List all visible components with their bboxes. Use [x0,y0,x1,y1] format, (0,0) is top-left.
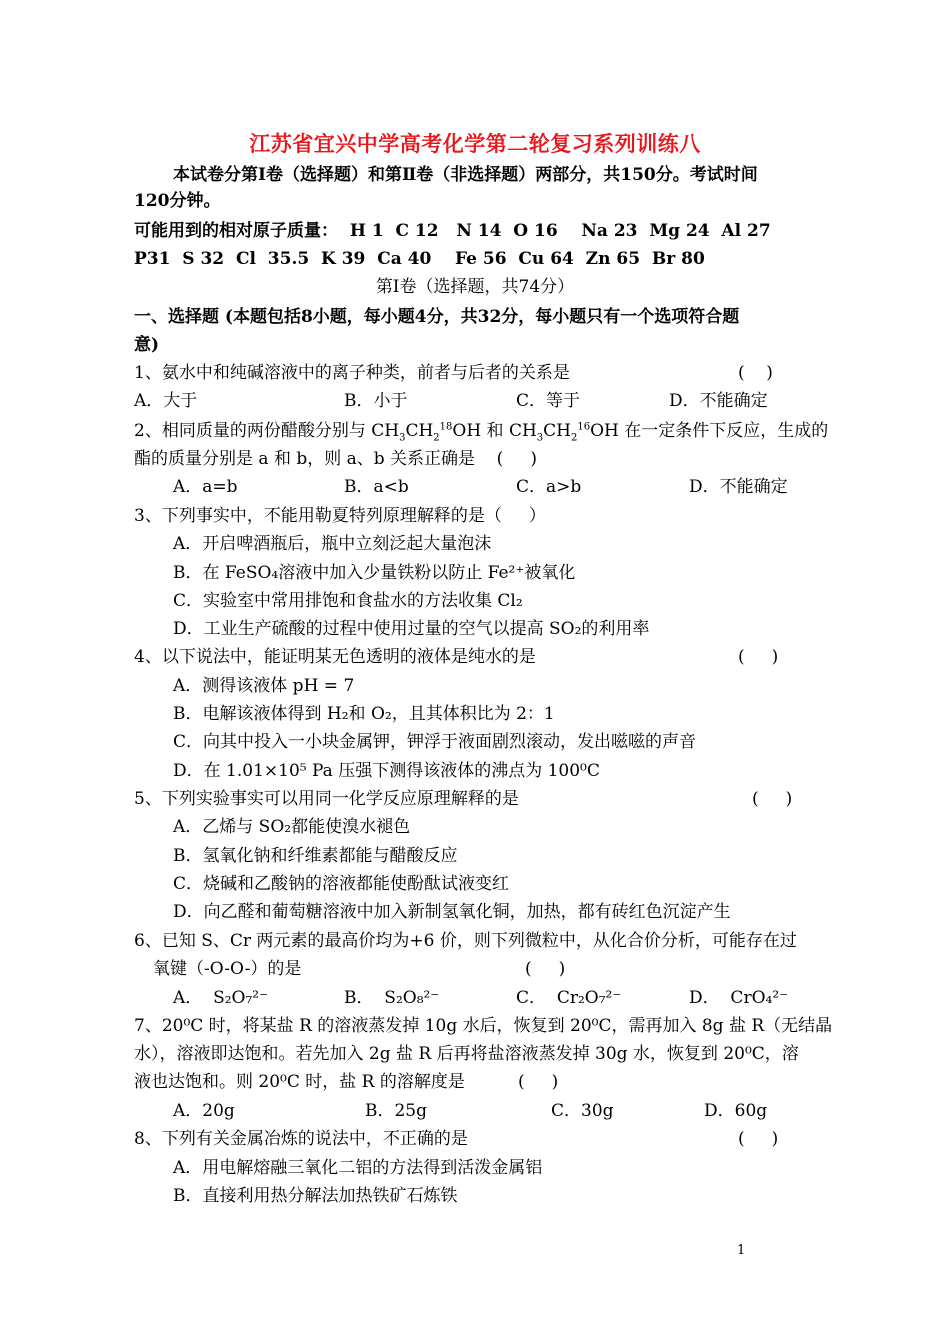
question-6-option-b: B． S₂O₈²⁻ [344,988,440,1008]
section1-heading-line-2: 意) [134,335,160,355]
question-2-option-c: C．a>b [516,477,582,497]
question-4-stem: 4、以下说法中，能证明某无色透明的液体是纯水的是 [134,647,536,667]
question-8-option-b: B．直接利用热分解法加热铁矿石炼铁 [173,1186,458,1206]
question-6-stem-line-1: 6、已知 S、Cr 两元素的最高价均为+6 价，则下列微粒中，从化合价分析，可能存在过 [134,931,797,951]
question-3-option-d: D．工业生产硫酸的过程中使用过量的空气以提高 SO₂的利用率 [173,619,650,639]
question-8-option-a: A．用电解熔融三氧化二铝的方法得到活泼金属铝 [173,1158,543,1178]
question-7-option-c: C．30g [551,1101,614,1121]
question-1-option-b: B．小于 [344,391,408,411]
intro-line-1: 本试卷分第Ⅰ卷（选择题）和第Ⅱ卷（非选择题）两部分，共150分。考试时间 [173,165,758,185]
question-4-option-d: D．在 1.01×10⁵ Pa 压强下测得该液体的沸点为 100⁰C [173,761,600,781]
question-6-stem-line-2: 氧键（-O-O-）的是 [153,959,302,979]
part1-header: 第Ⅰ卷（选择题，共74分） [375,277,575,297]
question-2-option-d: D．不能确定 [689,477,788,497]
question-4-option-b: B．电解该液体得到 H₂和 O₂，且其体积比为 2：1 [173,704,555,724]
question-4-option-a: A．测得该液体 pH = 7 [173,676,355,696]
question-5-option-c: C．烧碱和乙酸钠的溶液都能使酚酞试液变红 [173,874,510,894]
question-3-option-c: C．实验室中常用排饱和食盐水的方法收集 Cl₂ [173,591,523,611]
question-6-option-c: C． Cr₂O₇²⁻ [516,988,622,1008]
question-3-option-b: B．在 FeSO₄溶液中加入少量铁粉以防止 Fe²⁺被氧化 [173,563,576,583]
question-5-answer-bracket: ( ) [752,789,793,809]
question-1-option-d: D．不能确定 [669,391,768,411]
question-7-option-d: D．60g [704,1101,768,1121]
question-7-stem-line-2: 水），溶液即达饱和。若先加入 2g 盐 R 后再将盐溶液蒸发掉 30g 水，恢复到 20⁰C，溶 [134,1044,799,1064]
section1-heading-line-1: 一、选择题 (本题包括8小题，每小题4分，共32分，每小题只有一个选项符合题 [134,307,740,327]
question-6-answer-bracket: ( ) [525,959,566,979]
question-7-option-b: B．25g [365,1101,428,1121]
question-1-answer-bracket: ( ) [738,363,773,383]
question-1-option-a: A．大于 [134,391,198,411]
document-title: 江苏省宜兴中学高考化学第二轮复习系列训练八 [249,131,701,156]
atomic-masses-line-1: 可能用到的相对原子质量： H 1 C 12 N 14 O 16 Na 23 Mg 24 Al 27 [134,221,771,241]
question-5-option-d: D．向乙醛和葡萄糖溶液中加入新制氢氧化铜，加热，都有砖红色沉淀产生 [173,902,731,922]
question-5-stem: 5、下列实验事实可以用同一化学反应原理解释的是 [134,789,519,809]
question-6-option-d: D． CrO₄²⁻ [689,988,789,1008]
question-3-stem: 3、下列事实中，不能用勒夏特列原理解释的是（ ） [134,506,546,526]
question-2-option-a: A．a=b [173,477,238,497]
question-2-stem: 2、相同质量的两份醋酸分别与 $CH_3CH_2^{18}OH$ 和 $CH_3CH_2^{16}OH$ 在一定条件下反应，生成的 [134,421,829,444]
question-7-option-a: A．20g [173,1101,235,1121]
question-1-stem: 1、氨水中和纯碱溶液中的离子种类，前者与后者的关系是 [134,363,570,383]
question-4-answer-bracket: ( ) [738,647,779,667]
question-2-option-b: B．a<b [344,477,409,497]
question-3-option-a: A．开启啤酒瓶后，瓶中立刻泛起大量泡沫 [173,534,492,554]
question-1-option-c: C．等于 [516,391,581,411]
question-4-option-c: C．向其中投入一小块金属钾，钾浮于液面剧烈滚动，发出嗞嗞的声音 [173,732,697,752]
question-7-stem-line-1: 7、20⁰C 时，将某盐 R 的溶液蒸发掉 10g 水后，恢复到 20⁰C，需再加入 8g 盐 R（无结晶 [134,1016,833,1036]
question-2-stem-line-2: 酯的质量分别是 a 和 b，则 a、b 关系正确是 ( ) [134,449,537,469]
question-5-option-b: B．氢氧化钠和纤维素都能与醋酸反应 [173,846,458,866]
atomic-masses-line-2: P31 S 32 Cl 35.5 K 39 Ca 40 Fe 56 Cu 64 Zn 65 Br 80 [134,249,705,269]
question-7-stem-line-3: 液也达饱和。则 20⁰C 时，盐 R 的溶解度是 [134,1072,465,1092]
question-8-answer-bracket: ( ) [738,1129,779,1149]
question-7-answer-bracket: ( ) [518,1072,559,1092]
question-6-option-a: A． S₂O₇²⁻ [173,988,269,1008]
question-5-option-a: A．乙烯与 SO₂都能使溴水褪色 [173,817,411,837]
intro-line-2: 120分钟。 [134,191,221,211]
question-8-stem: 8、下列有关金属冶炼的说法中，不正确的是 [134,1129,468,1149]
page-number: 1 [737,1243,746,1258]
